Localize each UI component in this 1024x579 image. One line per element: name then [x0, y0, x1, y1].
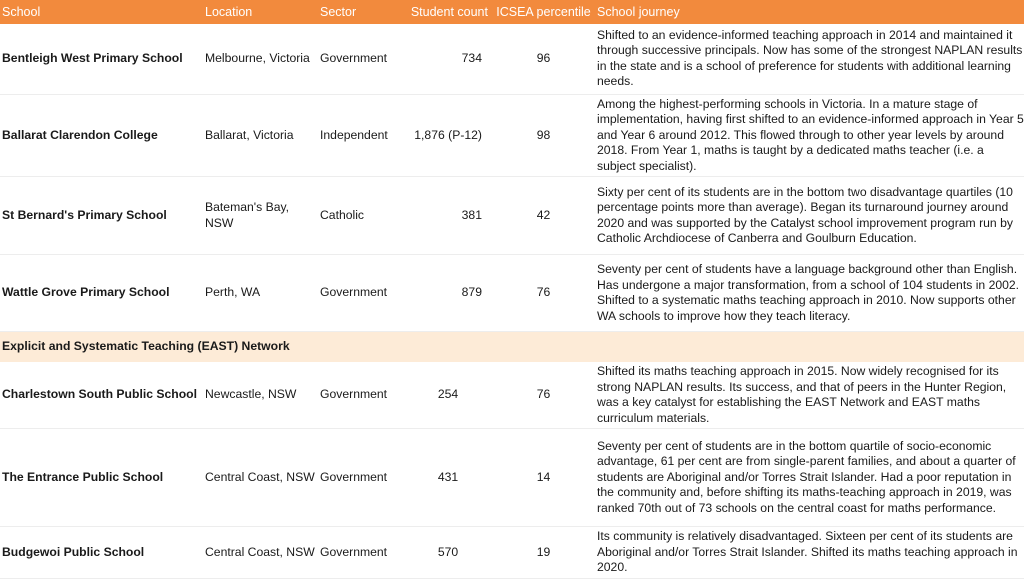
sector: Government — [318, 255, 404, 332]
table-row — [0, 24, 1024, 94]
header-sector: Sector — [318, 0, 404, 24]
icsea-percentile: 96 — [492, 24, 595, 94]
icsea-percentile: 42 — [492, 177, 595, 255]
student-count: 1,876 (P-12) — [404, 94, 492, 177]
school-journey: Among the highest-performing schools in Victoria. In a mature stage of implementation, having first shifted to an evidence-informed approach in Year 5 and Year 6 around 2012. This flowed through to other year levels by around 2018. From Year 1, maths is taught by a dedicated maths teacher (i.e. a subject specialist). — [595, 94, 1024, 177]
icsea-percentile: 76 — [492, 362, 595, 429]
header-icsea-percentile: ICSEA percentile — [492, 0, 595, 24]
school-journey: Its community is relatively disadvantaged. Sixteen per cent of its students are Aboriginal and/or Torres Strait Islander. Shifted its maths teaching approach in 2020. — [595, 527, 1024, 579]
icsea-percentile: 14 — [492, 429, 595, 527]
student-count: 734 — [404, 24, 492, 94]
sector: Government — [318, 362, 404, 429]
location: Ballarat, Victoria — [203, 94, 318, 177]
icsea-percentile: 19 — [492, 527, 595, 579]
location: Bateman's Bay, NSW — [203, 177, 318, 255]
school-journey: Seventy per cent of students have a language background other than English. Has undergone a major transformation, from a school of 104 students in 2002. Shifted to a systematic maths teaching approach in 2010. Now supports other WA schools to improve how they teach literacy. — [595, 255, 1024, 332]
school-journey: Sixty per cent of its students are in the bottom two disadvantage quartiles (10 percentage points more than average). Began its turnaround journey around 2020 and was supported by the Catalyst school improvement program run by Catholic Archdiocese of Canberra and Goulburn Education. — [595, 177, 1024, 255]
table-row — [0, 527, 1024, 579]
location: Melbourne, Victoria — [203, 24, 318, 94]
student-count: 254 — [404, 362, 492, 429]
table-row — [0, 429, 1024, 527]
header-school: School — [0, 0, 203, 24]
sector: Government — [318, 429, 404, 527]
header-school-journey: School journey — [595, 0, 1024, 24]
school-journey: Shifted its maths teaching approach in 2015. Now widely recognised for its strong NAPLAN results. Its success, and that of peers in the Hunter Region, was a key catalyst for establishing the EAST Network and EAST maths curriculum materials. — [595, 362, 1024, 429]
school-name: Budgewoi Public School — [0, 527, 203, 579]
header-location: Location — [203, 0, 318, 24]
header-student-count: Student count — [404, 0, 492, 24]
section-title: Explicit and Systematic Teaching (EAST) Network — [0, 332, 1024, 363]
school-name: The Entrance Public School — [0, 429, 203, 527]
sector: Government — [318, 527, 404, 579]
table-row — [0, 255, 1024, 332]
school-name: Bentleigh West Primary School — [0, 24, 203, 94]
table-row — [0, 94, 1024, 177]
student-count: 381 — [404, 177, 492, 255]
school-journey: Shifted to an evidence-informed teaching approach in 2014 and maintained it through successive principals. Now has some of the strongest NAPLAN results in the state and is a school of preference for students with additional learning needs. — [595, 24, 1024, 94]
student-count: 570 — [404, 527, 492, 579]
location: Central Coast, NSW — [203, 429, 318, 527]
sector: Independent — [318, 94, 404, 177]
school-name: St Bernard's Primary School — [0, 177, 203, 255]
sector: Catholic — [318, 177, 404, 255]
icsea-percentile: 98 — [492, 94, 595, 177]
table-row — [0, 177, 1024, 255]
section-row — [0, 332, 1024, 363]
school-name: Wattle Grove Primary School — [0, 255, 203, 332]
school-name: Ballarat Clarendon College — [0, 94, 203, 177]
icsea-percentile: 76 — [492, 255, 595, 332]
school-name: Charlestown South Public School — [0, 362, 203, 429]
table-row — [0, 362, 1024, 429]
school-journey: Seventy per cent of students are in the bottom quartile of socio-economic advantage, 61 per cent are from single-parent families, and about a quarter of students are Aboriginal and/or Torres Strait Islander. Had a poor reputation in the community and, before shifting its maths-teaching approach in 2019, was ranked 70th out of 73 schools on the central coast for maths performance. — [595, 429, 1024, 527]
student-count: 879 — [404, 255, 492, 332]
student-count: 431 — [404, 429, 492, 527]
location: Central Coast, NSW — [203, 527, 318, 579]
location: Perth, WA — [203, 255, 318, 332]
sector: Government — [318, 24, 404, 94]
location: Newcastle, NSW — [203, 362, 318, 429]
header-row — [0, 0, 1024, 24]
